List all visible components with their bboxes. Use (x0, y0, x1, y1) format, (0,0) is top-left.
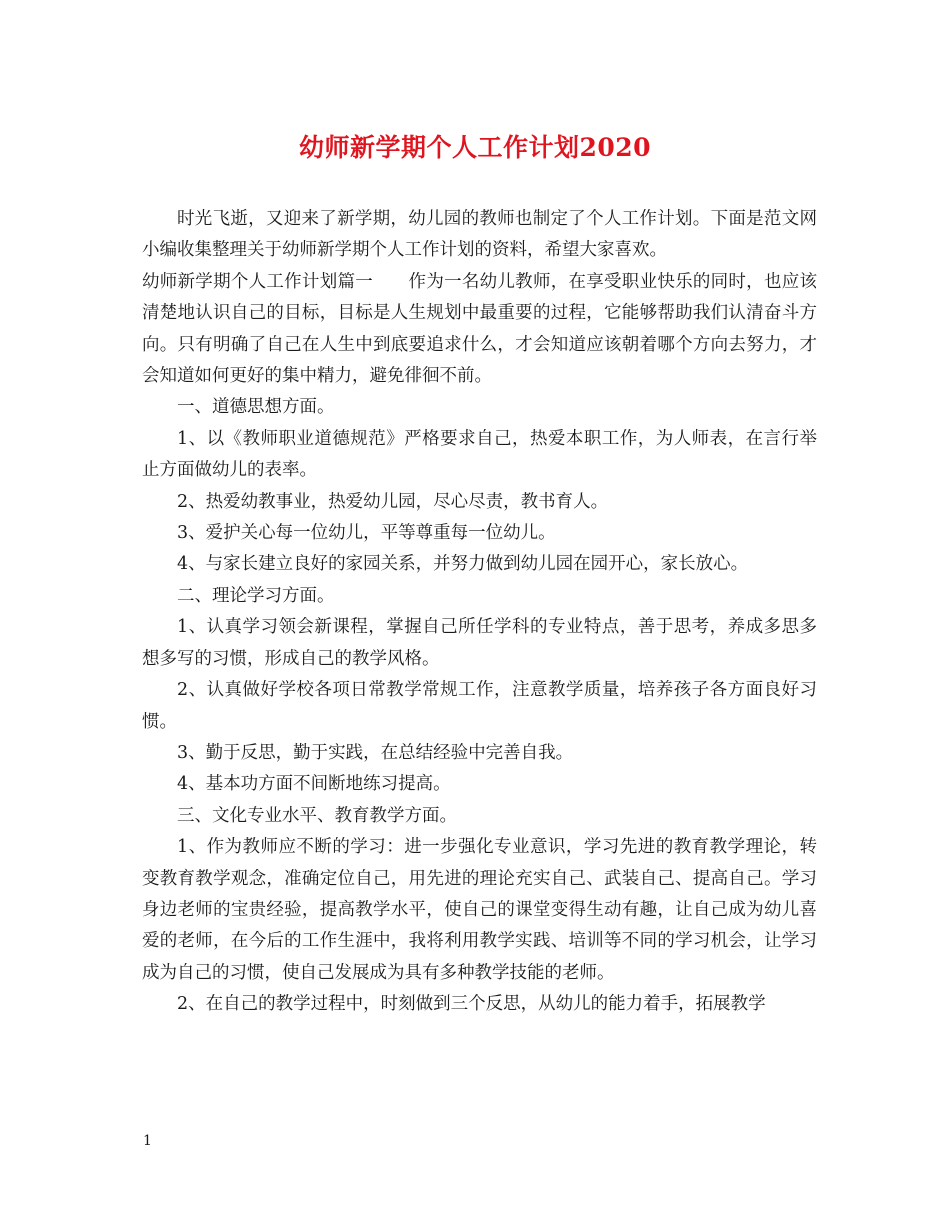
page-number: 1 (143, 1133, 152, 1149)
paragraph: 4、基本功方面不间断地练习提高。 (177, 774, 451, 795)
paragraph: 3、勤于反思，勤于实践，在总结经验中完善自我。 (177, 742, 574, 763)
paragraph: 3、爱护关心每一位幼儿，平等尊重每一位幼儿。 (177, 523, 556, 544)
section-heading: 二、理论学习方面。 (177, 585, 335, 606)
paragraph: 2、热爱幼教事业，热爱幼儿园，尽心尽责，教书育人。 (177, 491, 609, 512)
paragraph: 1、作为教师应不断的学习：进一步强化专业意识，学习先进的教育教学理论，转变教育教学观念，准确定位自己，用先进的理论充实自己、武装自己、提高自己。学习身边老师的宝贵经验，提高教学水平，使自己的课堂变得生动有趣，让自己成为幼儿喜爱的老师，在今后的工作生涯中，我将利用教学实践、培训等不同的学习机会，让学习成为自己的习惯，使自己发展成为具有多种教学技能的老师。 (142, 837, 817, 983)
section-heading: 一、道德思想方面。 (177, 397, 335, 418)
paragraph: 1、以《教师职业道德规范》严格要求自己，热爱本职工作，为人师表，在言行举止方面做幼儿的表率。 (142, 428, 817, 481)
paragraph: 1、认真学习领会新课程，掌握自己所任学科的专业特点，善于思考，养成多思多想多写的习惯，形成自己的教学风格。 (142, 617, 817, 669)
paragraph: 4、与家长建立良好的家园关系，并努力做到幼儿园在园开心，家长放心。 (177, 554, 749, 575)
paragraph: 时光飞逝，又迎来了新学期，幼儿园的教师也制定了个人工作计划。下面是范文网小编收集整理关于幼师新学期个人工作计划的资料，希望大家喜欢。 (142, 209, 817, 261)
paragraph: 2、在自己的教学过程中，时刻做到三个反思，从幼儿的能力着手，拓展教学 (177, 994, 766, 1015)
document-body (142, 204, 817, 1021)
paragraph: 2、认真做好学校各项日常教学常规工作，注意教学质量，培养孩子各方面良好习惯。 (142, 680, 817, 732)
section-heading: 三、文化专业水平、教育教学方面。 (177, 805, 457, 826)
document-title: 幼师新学期个人工作计划2020 (298, 133, 652, 162)
paragraph: 幼师新学期个人工作计划篇一 作为一名幼儿教师，在享受职业快乐的同时，也应该清楚地认识自己的目标，目标是人生规划中最重要的过程，它能够帮助我们认清奋斗方向。只有明确了自己在人生中到底要追求什么，才会知道应该朝着哪个方向去努力，才会知道如何更好的集中精力，避免徘徊不前。 (142, 271, 817, 387)
